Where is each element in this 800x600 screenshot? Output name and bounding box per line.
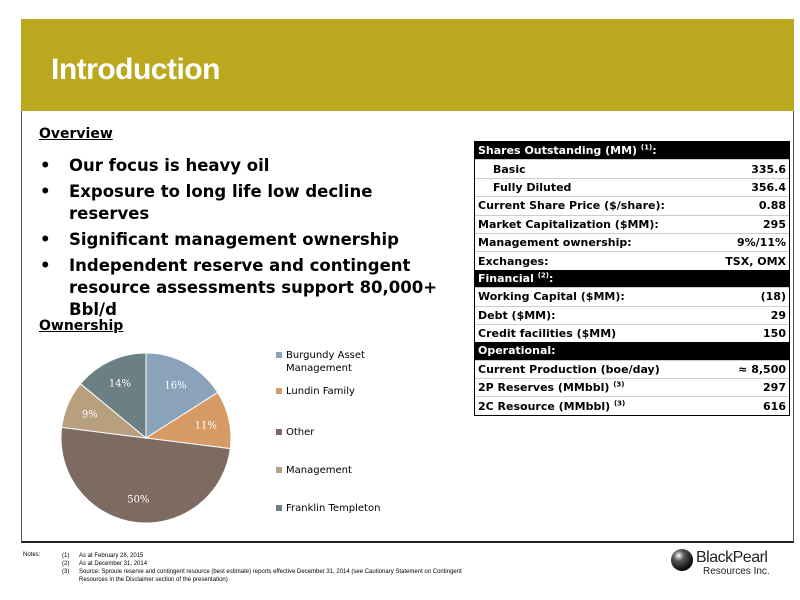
- table-row: [475, 270, 789, 287]
- bullet-text: Significant management ownership: [69, 230, 399, 249]
- row-label: [478, 181, 571, 194]
- row-value: 297: [763, 381, 786, 395]
- row-value: ≈ 8,500: [738, 362, 786, 376]
- row-value: 9%/11%: [736, 236, 786, 250]
- row-label: [478, 255, 549, 268]
- table-row: [475, 159, 789, 177]
- row-value: 150: [763, 327, 786, 341]
- bullet-text: Exposure to long life low decline reserves: [69, 182, 373, 223]
- row-label: [478, 163, 526, 176]
- row-label-text: Exchanges:: [478, 254, 549, 268]
- note-number: (3): [62, 569, 70, 575]
- row-label: [478, 290, 625, 303]
- row-value: 29: [770, 308, 786, 322]
- table-row: [475, 196, 789, 214]
- table-row: [475, 215, 789, 233]
- table-row: [475, 178, 789, 196]
- overview-bullet: [38, 155, 458, 177]
- row-value: 295: [763, 217, 786, 231]
- row-label: [478, 309, 556, 322]
- row-label: [478, 400, 625, 413]
- bullet-text: Independent reserve and contingent resource assessments support 80,000+ Bbl/d: [69, 256, 438, 319]
- row-label-text: 2P Reserves (MMbbl): [478, 381, 610, 395]
- ownership-heading: Ownership: [39, 318, 124, 334]
- company-logo: [668, 544, 790, 588]
- overview-bullet: [38, 181, 458, 225]
- row-value: 0.88: [758, 199, 786, 213]
- row-label-text: Credit facilities ($MM): [478, 327, 617, 341]
- row-label-suffix: :: [652, 144, 657, 158]
- ownership-pie-chart: [58, 350, 238, 530]
- row-label-text: Shares Outstanding (MM): [478, 144, 638, 158]
- row-label: [478, 272, 553, 285]
- row-label-text: Management ownership:: [478, 236, 632, 250]
- row-label-suffix: :: [548, 271, 554, 285]
- table-row: [475, 142, 789, 159]
- title-banner: [21, 19, 794, 111]
- row-value: TSX, OMX: [725, 254, 786, 268]
- row-label-text: 2C Resource (MMbbl): [478, 399, 611, 413]
- footnote-ref: (3): [613, 399, 626, 407]
- row-label-text: Market Capitalization ($MM):: [478, 217, 659, 231]
- key-stats-table: [474, 141, 790, 416]
- row-label: [478, 218, 659, 231]
- bullet-icon: •: [40, 256, 51, 275]
- row-label-text: Current Production (boe/day): [478, 362, 660, 376]
- row-label: [478, 363, 660, 376]
- row-label: [478, 236, 632, 249]
- row-label: [478, 327, 616, 340]
- row-label-text: Financial: [478, 271, 534, 285]
- note-number: (2): [62, 561, 70, 567]
- logo-name: BlackPearl: [696, 549, 768, 566]
- logo-subtitle: Resources Inc.: [703, 566, 770, 577]
- legend-swatch: [276, 505, 282, 511]
- page-title: Introduction: [51, 53, 220, 86]
- legend-swatch: [276, 388, 282, 394]
- pie-svg: [58, 350, 238, 530]
- table-row: [475, 233, 789, 251]
- legend-swatch: [276, 429, 282, 435]
- pie-data-label: 11%: [194, 420, 217, 432]
- notes-label: Notes:: [23, 552, 41, 558]
- table-row: [475, 378, 789, 396]
- legend-swatch: [276, 467, 282, 473]
- table-row: [475, 306, 789, 324]
- note-text: As at February 28, 2015: [79, 553, 144, 559]
- note-text: Source: Sproule reserve and contingent resource (best estimate) reports effective December 31, 2014 (see Cautionary Statement on Contingent Resources in the Disclaimer section of the presentation): [79, 569, 462, 583]
- pie-data-label: 14%: [108, 378, 132, 390]
- legend-swatch: [276, 352, 282, 358]
- overview-heading: Overview: [39, 126, 113, 142]
- row-label-text: Operational:: [478, 344, 556, 358]
- row-label: [478, 344, 556, 357]
- legend-label: Management: [286, 465, 352, 476]
- table-row: [475, 324, 789, 342]
- overview-bullet: [38, 255, 458, 321]
- footnote-ref: (3): [613, 380, 625, 389]
- bullet-text: Our focus is heavy oil: [69, 156, 270, 175]
- legend-label: Burgundy Asset Management: [286, 350, 365, 374]
- bullet-icon: •: [40, 156, 51, 175]
- legend-label: Lundin Family: [286, 386, 355, 397]
- table-row: [475, 360, 789, 378]
- row-value: 335.6: [751, 162, 786, 176]
- row-label-text: Working Capital ($MM):: [478, 290, 625, 304]
- bullet-icon: •: [40, 230, 51, 249]
- legend-label: Franklin Templeton: [286, 503, 381, 514]
- note-text: As at December 31, 2014: [79, 561, 148, 567]
- footnote-ref: (2): [537, 271, 549, 280]
- overview-bullet-list: [38, 155, 458, 325]
- bullet-icon: •: [40, 182, 51, 201]
- row-label: [478, 381, 625, 394]
- table-row: [475, 251, 789, 269]
- pie-data-label: 50%: [127, 494, 150, 506]
- note-number: (1): [62, 553, 70, 559]
- row-label-text: Current Share Price ($/share):: [478, 199, 665, 213]
- row-label-text: Basic: [493, 162, 526, 176]
- row-value: 356.4: [751, 180, 786, 194]
- legend-label: Other: [286, 427, 315, 438]
- pie-data-label: 16%: [164, 380, 187, 392]
- row-label-text: Fully Diluted: [493, 180, 572, 194]
- table-row: [475, 287, 789, 305]
- table-row: [475, 342, 789, 359]
- row-label: [478, 199, 665, 212]
- row-label: [478, 144, 657, 157]
- overview-bullet: [38, 229, 458, 251]
- table-row: [475, 396, 789, 414]
- row-label-text: Debt ($MM):: [478, 308, 556, 322]
- footnote-ref: (1): [640, 143, 653, 152]
- row-value: 616: [763, 399, 786, 413]
- pie-data-label: 9%: [81, 409, 98, 421]
- row-value: (18): [760, 290, 786, 304]
